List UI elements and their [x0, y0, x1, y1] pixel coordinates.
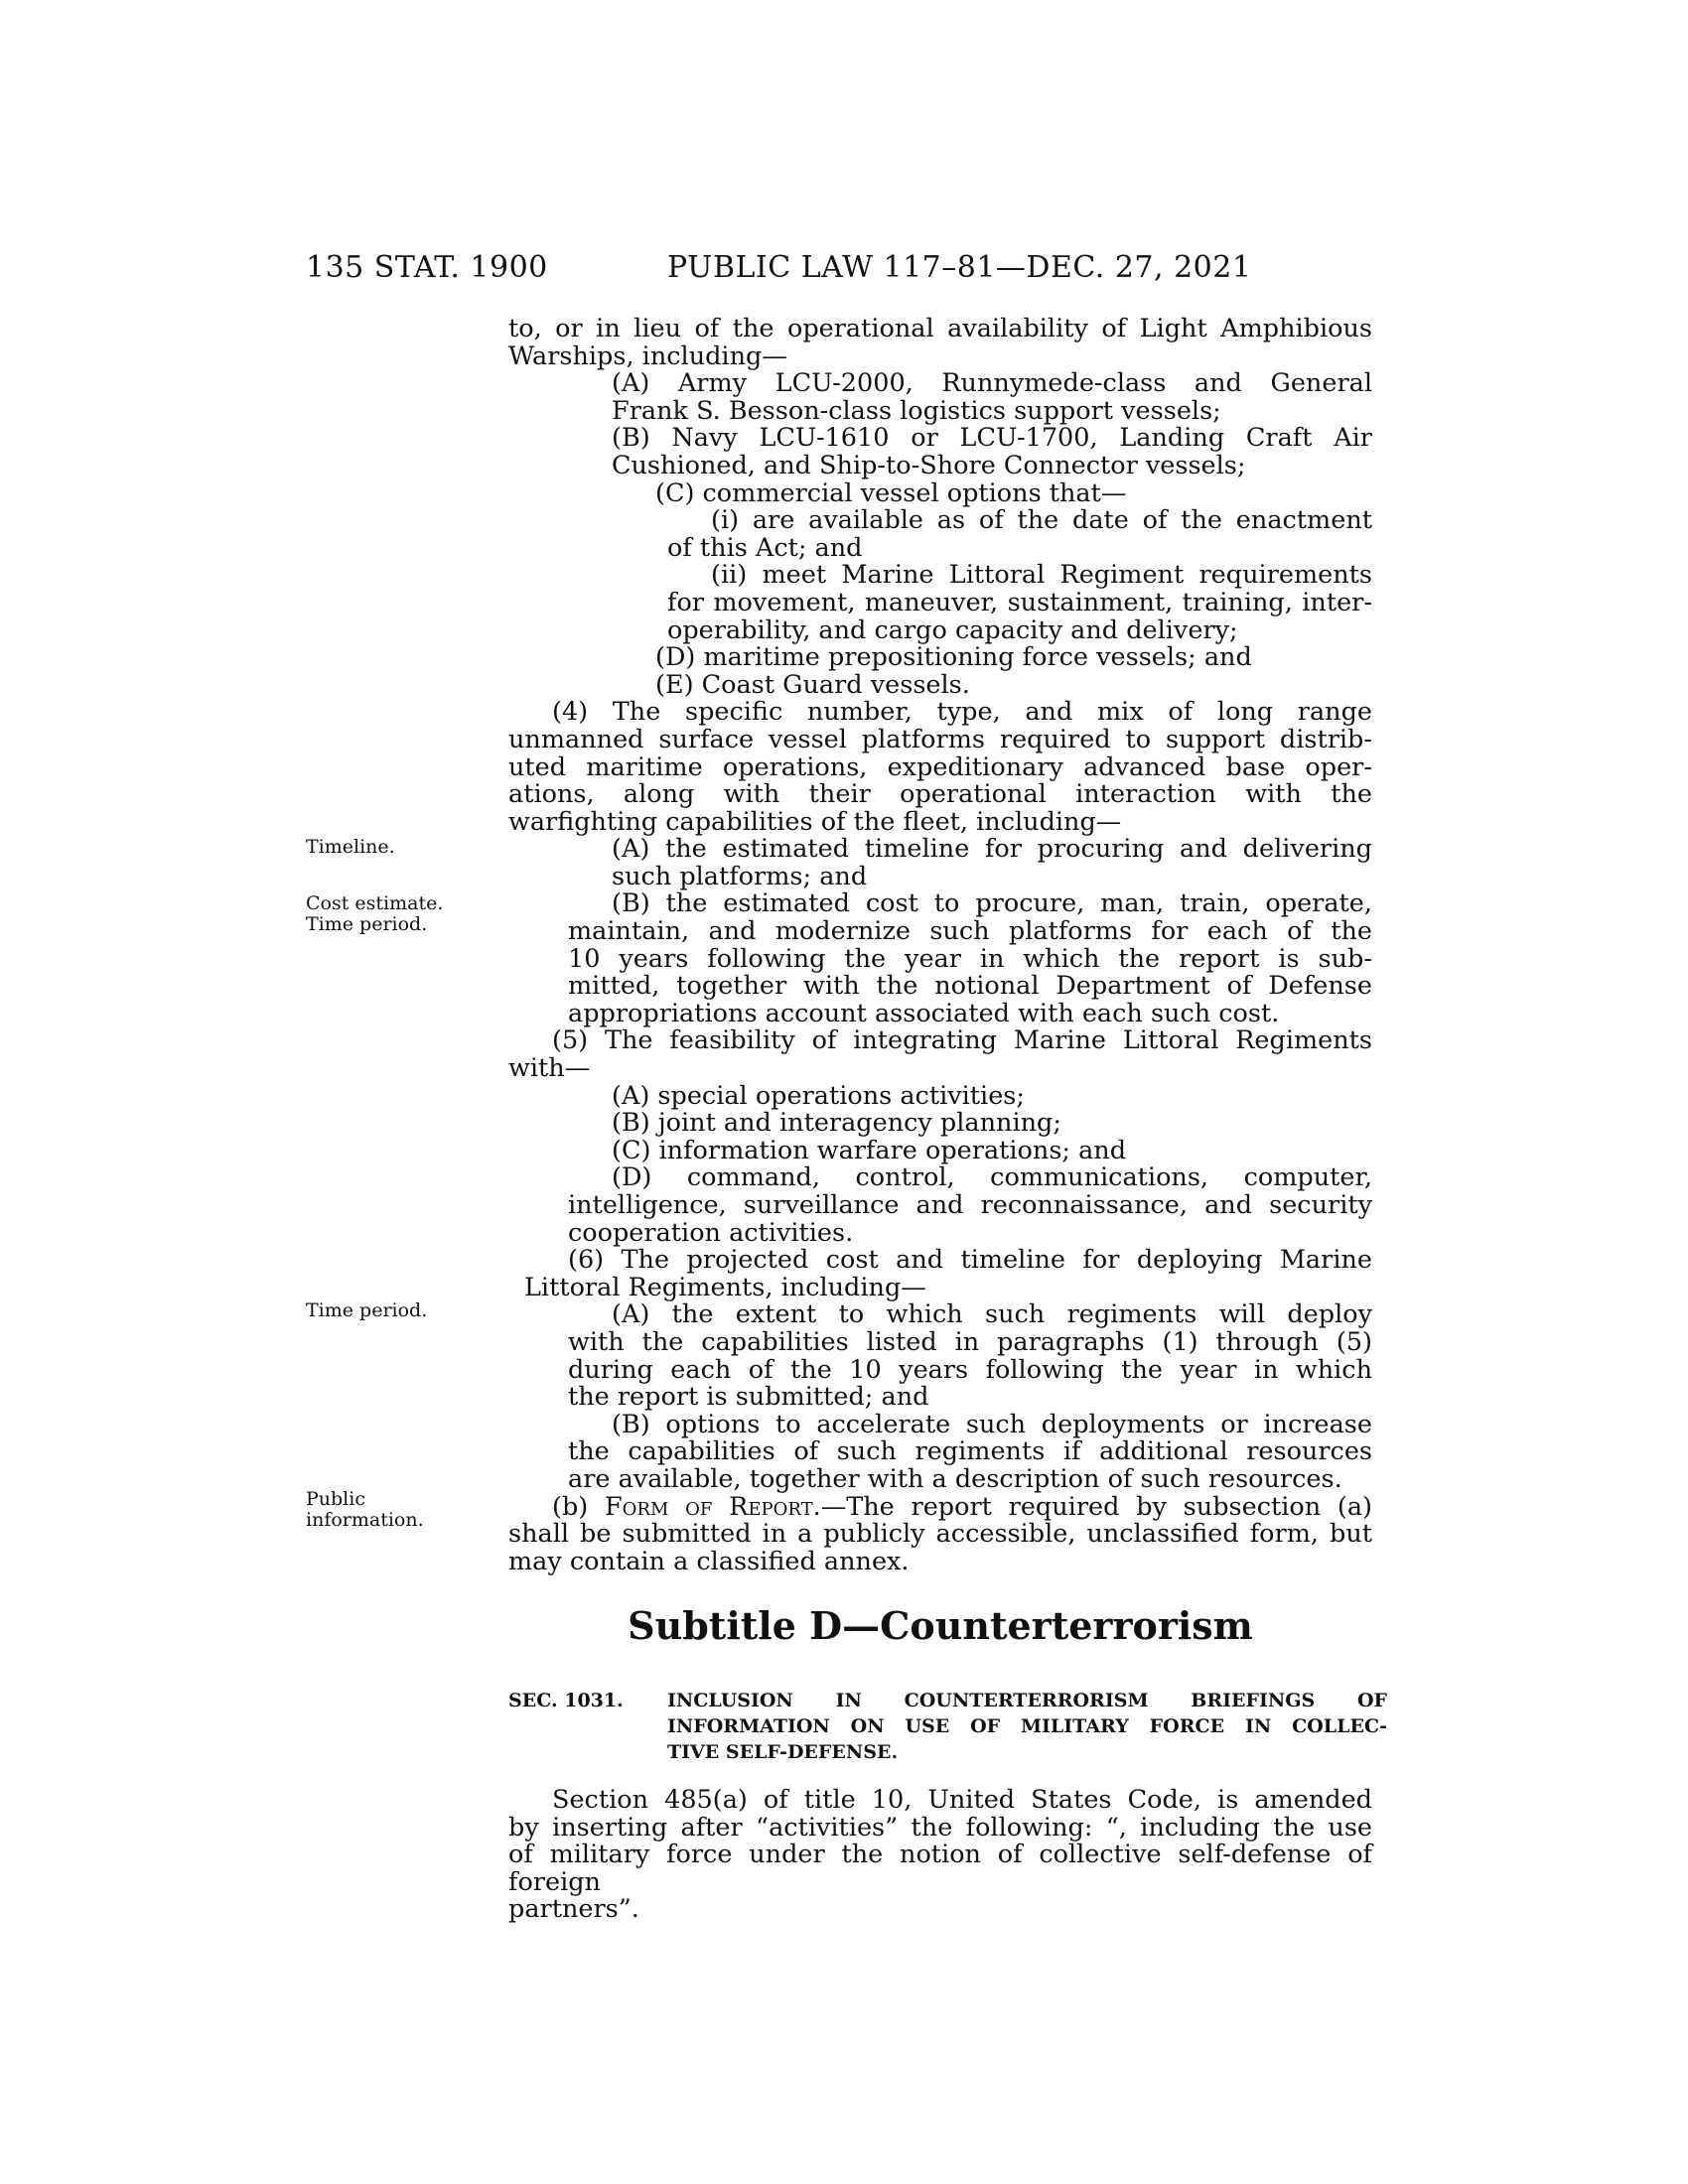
- text-line: during each of the 10 years following the year in which: [568, 1354, 1372, 1385]
- text-line: are available, together with a description of such resources.: [568, 1463, 1342, 1494]
- text-line: INFORMATION ON USE OF MILITARY FORCE IN COLLEC-: [667, 1715, 1387, 1737]
- text-line: Cushioned, and Ship-to-Shore Connector vessels;: [612, 450, 1246, 480]
- text-line: (5) The feasibility of integrating Marine Littoral Regiments: [552, 1025, 1372, 1056]
- clause-ii: [508, 562, 1372, 644]
- text-line: maintain, and modernize such platforms for each of the: [568, 916, 1372, 947]
- text-line: the capabilities of such regiments if additional resources: [568, 1436, 1372, 1467]
- paragraph-4-b: [508, 890, 1372, 1027]
- section-number: SEC. 1031.: [508, 1690, 624, 1711]
- text-line: unmanned surface vessel platforms required to support distrib-: [508, 724, 1372, 754]
- paragraph-6-b: [508, 1409, 1372, 1494]
- text-line: (E) Coast Guard vessels.: [655, 669, 970, 700]
- text-line: INCLUSION IN COUNTERTERRORISM BRIEFINGS OF: [667, 1690, 1387, 1711]
- paragraph-6-a: [508, 1301, 1372, 1411]
- text-line: Frank S. Besson-class logistics support vessels;: [612, 395, 1221, 426]
- text-line: may contain a classified annex.: [508, 1546, 910, 1576]
- subparagraph-e: [508, 669, 1372, 700]
- text-line: with—: [508, 1053, 591, 1084]
- text-line: ations, along with their operational interaction with the: [508, 779, 1372, 810]
- running-header: PUBLIC LAW 117–81—DEC. 27, 2021: [667, 250, 1252, 285]
- text-line: (A) the extent to which such regiments will deploy: [612, 1299, 1372, 1330]
- text-line: appropriations account associated with each such cost.: [568, 998, 1280, 1028]
- text-line: with the capabilities listed in paragraphs (1) through (5): [568, 1326, 1372, 1357]
- paragraph-6: [508, 1247, 1372, 1301]
- text-line: (B) options to accelerate such deployments or increase: [612, 1409, 1372, 1439]
- text-line: warfighting capabilities of the fleet, including—: [508, 806, 1122, 837]
- subsection-heading: Form of Report: [604, 1491, 813, 1522]
- subsection-label: (b): [552, 1491, 605, 1522]
- text-line: to, or in lieu of the operational availability of Light Amphibious: [508, 314, 1372, 343]
- text-line: (A) the estimated timeline for procuring and delivering: [612, 834, 1372, 865]
- text-line: mitted, together with the notional Department of Defense: [568, 971, 1372, 1002]
- text-line: (A) Army LCU-2000, Runnymede-class and General: [612, 368, 1372, 399]
- margin-note-line: information.: [306, 1509, 424, 1531]
- text-line: for movement, maneuver, sustainment, training, inter-: [667, 587, 1372, 617]
- text-line: intelligence, surveillance and reconnaissance, and security: [568, 1190, 1372, 1220]
- paragraph-4: [508, 699, 1372, 836]
- paragraph-5: [508, 1027, 1372, 1082]
- text-line: (D) maritime prepositioning force vessels; and: [655, 642, 1252, 673]
- text-line: partners”.: [508, 1894, 639, 1925]
- page-stat-number: 135 STAT. 1900: [306, 250, 548, 285]
- text-line: such platforms; and: [612, 861, 868, 891]
- subparagraph-a: [508, 370, 1372, 425]
- margin-note-timeline: Timeline.: [306, 836, 395, 858]
- section-body: [508, 1787, 1372, 1924]
- text-line: TIVE SELF-DEFENSE.: [667, 1741, 899, 1763]
- margin-note-time-period: Time period.: [306, 913, 428, 935]
- text-line: operability, and cargo capacity and delivery;: [667, 614, 1238, 645]
- text-line: (D) command, control, communications, computer,: [612, 1162, 1372, 1193]
- paragraph-continuation: [508, 316, 1372, 370]
- paragraph-5-a: [508, 1080, 1372, 1111]
- paragraph-5-d: [508, 1164, 1372, 1247]
- text-line: Section 485(a) of title 10, United States Code, is amended: [552, 1785, 1372, 1815]
- text-line: Warships, including—: [508, 341, 787, 371]
- margin-note-cost-estimate: Cost estimate.: [306, 892, 444, 914]
- subparagraph-d: [508, 644, 1372, 672]
- subparagraph-b: [508, 425, 1372, 479]
- subparagraph-c: [508, 480, 1372, 508]
- paragraph-5-c: [508, 1135, 1372, 1165]
- section-title: [667, 1688, 1387, 1765]
- text-line: (C) information warfare operations; and: [612, 1135, 1127, 1165]
- text-line: (B) joint and interagency planning;: [612, 1108, 1061, 1139]
- section-heading: [508, 1688, 1387, 1763]
- text-line: of this Act; and: [667, 532, 863, 563]
- text-line: [508, 1491, 1373, 1522]
- statute-body: [508, 316, 1372, 1575]
- text-line: of military force under the notion of collective self-defense of foreign: [508, 1840, 1372, 1897]
- paragraph-4-a: [508, 836, 1372, 890]
- text-line: the report is submitted; and: [568, 1382, 929, 1413]
- text-line: (B) the estimated cost to procure, man, train, operate,: [612, 888, 1372, 919]
- text-line: (6) The projected cost and timeline for deploying Marine: [568, 1245, 1372, 1276]
- paragraph-5-b: [508, 1110, 1372, 1138]
- text-line: 10 years following the year in which the report is sub-: [568, 943, 1372, 974]
- text-line: cooperation activities.: [568, 1217, 854, 1248]
- subtitle-heading: Subtitle D—Counterterrorism: [628, 1603, 1253, 1648]
- text-line: (C) commercial vessel options that—: [655, 478, 1127, 508]
- text-line: (i) are available as of the date of the enactment: [711, 505, 1372, 536]
- margin-note-public-information: [306, 1489, 455, 1531]
- text-line: shall be submitted in a publicly accessible, unclassified form, but: [508, 1519, 1372, 1550]
- clause-i: [508, 507, 1372, 562]
- text-line: uted maritime operations, expeditionary advanced base oper-: [508, 751, 1372, 782]
- text-line: (ii) meet Marine Littoral Regiment requirements: [711, 560, 1372, 591]
- subsection-b-form-of-report: [508, 1491, 1373, 1576]
- text-line: (4) The specific number, type, and mix of long range: [552, 697, 1372, 728]
- text-line: (B) Navy LCU-1610 or LCU-1700, Landing Craft Air: [612, 423, 1372, 454]
- margin-note-line: Public: [306, 1488, 365, 1510]
- text-line: Littoral Regiments, including—: [524, 1272, 926, 1302]
- text-fragment: .—The report required by subsection (a): [812, 1491, 1373, 1522]
- margin-note-time-period: Time period.: [306, 1299, 428, 1321]
- text-line: by inserting after “activities” the following: “, including the use: [508, 1812, 1372, 1843]
- text-line: (A) special operations activities;: [612, 1080, 1025, 1111]
